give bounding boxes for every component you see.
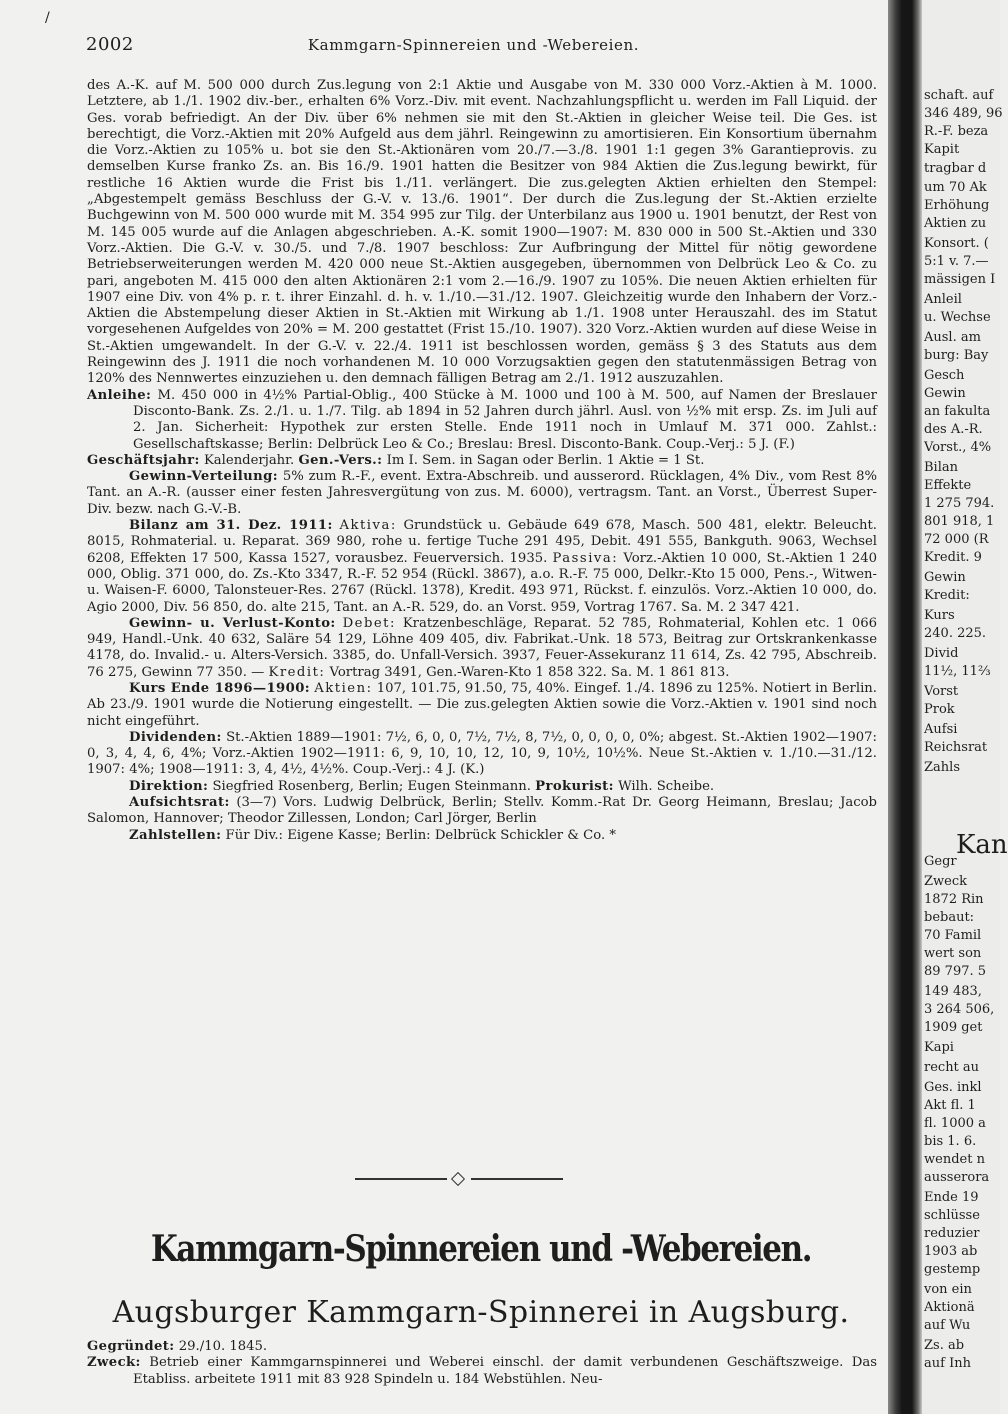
adjacent-fragment: Gesch xyxy=(924,368,965,383)
capital-history-paragraph: des A.-K. auf M. 500 000 durch Zus.legung von 2:1 Aktie und Ausgabe von M. 330 000 Vorz.-Aktien à M. 1000. Letztere, ab 1./1. 1902 div.-ber., erhalten 6% Vorz.-Div. mit event. Nachzahlungspflicht u. werden im Fall Liquid. der Ges. vorab befriedigt. An der Div. über 6% nehmen sie mit den St.-Aktien in gleicher Weise teil. Die Ges. ist berechtigt, die Vorz.-Aktien mit 20% Aufgeld aus dem jährl. Reingewinn zu amortisieren. Ein Konsortium übernahm die Vorz.-Aktien zu 105% u. bot sie den St.-Aktionären vom 20./7.—3./8. 1901 1:1 gegen 3% Garantieprovis. zu demselben Kurse franko Zs. an. Bis 16./9. 1901 hatten die Besitzer von 984 Aktien die Zus.legung bewirkt, für restliche 16 Aktien wurde die Frist bis 1./11. verlängert. Die zus.gelegten Aktien erhielten den Stempel: „Abgestempelt gemäss Beschluss der G.-V. v. 13./6. 1901“. Der durch die Zus.legung der St.-Aktien erzielte Buchgewinn von M. 500 000 wurde mit M. 354 995 zur Tilg. der Unterbilanz aus 1900 u. 1901 benutzt, der Rest von M. 145 005 wurde auf die Anlagen abgeschrieben. A.-K. somit 1900—1907: M. 830 000 in 500 St.-Aktien und 330 Vorz.-Aktien. Die G.-V. v. 30./5. und 7./8. 1907 beschloss: Zur Aufbringung der Mittel für nötig gewordene Betriebserweiterungen werden M. 420 000 neue St.-Aktien ausgegeben, übernommen von Delbrück Leo & Co. zu pari, angeboten M. 415 000 den alten Aktionären 2:1 vom 2.—16./9. 1907 zu 105%. Die neuen Aktien erhielten für 1907 eine Div. von 4% p. r. t. ihrer Einzahl. d. h. v. 1./10.—31./12. 1907. Gleichzeitig wurde den Inhabern der Vorz.-Aktien die Abstempelung dieser Aktien in St.-Aktien mit Wirkung ab 1./1. 1908 unter Herauszahl. des im Statut vorgesehenen Aufgeldes von 20% = M. 200 gestattet (Frist 15./10. 1907). 320 Vorz.-Aktien wurden auf diese Weise in St.-Aktien umgewandelt. In der G.-V. v. 22./4. 1911 ist beschlossen worden, gemäss § 3 des Statuts aus dem Reingewinn des J. 1911 die noch vorhandenen M. 10 000 Vorzugsaktien gegen den statutenmässigen Betrag von 120% des Nennwertes einzuziehen u. den demnach fälligen Betrag am 2./1. 1912 auszuzahlen. xyxy=(87,78,877,387)
adjacent-fragment: Anleil xyxy=(924,292,962,307)
kurs-entry xyxy=(87,681,877,730)
guv-entry xyxy=(87,616,877,681)
gv-label: Gen.-Vers.: xyxy=(298,452,383,468)
adjacent-fragment: 5:1 v. 7.— xyxy=(924,254,989,269)
divider-diamond-icon xyxy=(451,1172,465,1186)
adjacent-fragment: 1 275 794. xyxy=(924,496,995,511)
adjacent-fragment: 1903 ab xyxy=(924,1244,978,1259)
anleihe-text: M. 450 000 in 4½% Partial-Oblig., 400 Stücke à M. 1000 und 100 à M. 500, auf Namen der Breslauer Disconto-Bank. Zs. 2./1. u. 1./7. Tilg. ab 1894 in 52 Jahren durch jährl. Ausl. von ½% mit ersp. Zs. im Juli auf 2. Jan. Sicherheit: Hypothek zur ersten Stelle. Ende 1911 noch in Umlauf M. 371 000. Zahlst.: Gesellschaftskasse; Berlin: Delbrück Leo & Co.; Breslau: Bresl. Disconto-Bank. Coup.-Verj.: 5 J. (F.) xyxy=(133,387,877,452)
adjacent-fragment: Akt fl. 1 xyxy=(924,1098,976,1113)
bilanz-entry xyxy=(87,518,877,616)
divider-line-right xyxy=(471,1178,563,1180)
page-header xyxy=(86,34,861,60)
adjacent-fragment: um 70 Ak xyxy=(924,180,987,195)
kredit-word: Kredit: xyxy=(268,664,326,680)
aktiva-word: Aktiva: xyxy=(339,518,397,534)
guv-label: Gewinn- u. Verlust-Konto: xyxy=(129,615,336,631)
adjacent-fragment: Ende 19 xyxy=(924,1190,979,1205)
adjacent-fragment: 240. 225. xyxy=(924,626,987,641)
zweck-text: Betrieb einer Kammgarnspinnerei und Weberei einschl. der damit verbundenen Geschäftszweige. Das Etabliss. arbeitete 1911 mit 83 928 Spindeln u. 184 Webstühlen. Neu- xyxy=(133,1355,877,1387)
adjacent-fragment: wert son xyxy=(924,946,982,961)
aufsichtsrat-entry xyxy=(87,795,877,828)
dividenden-entry xyxy=(87,730,877,779)
adjacent-fragment: Prok xyxy=(924,702,955,717)
prok-text: Wilh. Scheibe. xyxy=(618,778,715,794)
zahl-label: Zahlstellen: xyxy=(129,827,222,843)
div-text: St.-Aktien 1889—1901: 7½, 6, 0, 0, 7½, 7½, 8, 7½, 0, 0, 0, 0, 0%; abgest. St.-Aktien 1902—1907: 0, 3, 4, 4, 6, 4%; Vorz.-Aktien 1902—1911: 6, 9, 10, 10, 12, 10, 9, 10½, 10½%. Neue St.-Aktien v. 1./10.—31./12. 1907: 4%; 1908—1911: 3, 4, 4½, 4½%. Coup.-Verj.: 4 J. (K.) xyxy=(87,729,877,778)
adjacent-fragment: u. Wechse xyxy=(924,310,991,325)
adjacent-fragment: Kan xyxy=(956,830,1008,860)
dir-text: Siegfried Rosenberg, Berlin; Eugen Steinmann. xyxy=(212,778,531,794)
adjacent-fragment: Kapi xyxy=(924,1040,954,1055)
debet-word: Debet: xyxy=(342,615,396,631)
gegruendet-entry xyxy=(87,1339,877,1355)
anleihe-entry xyxy=(87,388,877,453)
adjacent-fragment: Divid xyxy=(924,646,959,661)
adjacent-fragment: Aktien zu xyxy=(924,216,987,231)
adjacent-fragment: Bilan xyxy=(924,460,958,475)
section-divider xyxy=(355,1174,563,1184)
direktion-entry xyxy=(87,779,877,795)
adjacent-fragment: ausserora xyxy=(924,1170,990,1185)
kurs-label: Kurs Ende 1896—1900: xyxy=(129,680,311,696)
ar-label: Aufsichtsrat: xyxy=(129,795,230,811)
kredit-text: Vortrag 3491, Gen.-Waren-Kto 1 858 322. Sa. M. 1 861 813. xyxy=(329,664,730,680)
zahlstellen-entry xyxy=(87,828,877,844)
aktien-word: Aktien: xyxy=(314,680,373,696)
adjacent-fragment: fl. 1000 a xyxy=(924,1116,986,1131)
adjacent-fragment: R.-F. beza xyxy=(924,124,989,139)
passiva-text: Vorz.-Aktien 10 000, St.-Aktien 1 240 000, Oblig. 371 000, do. Zs.-Kto 3347, R.-F. 52 954 (Rückl. 3867), a.o. R.-F. 75 000, Delkr.-Kto 15 000, Pens.-, Witwen- u. Waisen-F. 6000, Talonsteuer-Res. 2767 (Rückl. 1378), Kredit. 493 971, Rückst. f. einzulös. Vorz.-Aktien 10 000, do. Agio 2000, Div. 56 850, do. alte 215, Tant. an A.-R. 529, do. an Vorst. 959, Vortrag 1767. Sa. M. 2 347 421. xyxy=(87,550,877,615)
zweck-label: Zweck: xyxy=(87,1355,141,1371)
adjacent-fragment: Gewin xyxy=(924,386,966,401)
adjacent-fragment: 70 Famil xyxy=(924,928,982,943)
div-label: Dividenden: xyxy=(129,729,222,745)
adjacent-fragment: Aufsi xyxy=(924,722,958,737)
adjacent-fragment: 149 483, xyxy=(924,984,982,999)
gv-text: Im I. Sem. in Sagan oder Berlin. 1 Aktie = 1 St. xyxy=(386,452,705,468)
gegr-text: 29./10. 1845. xyxy=(178,1339,268,1354)
passiva-word: Passiva: xyxy=(552,550,619,566)
adjacent-fragment: wendet n xyxy=(924,1152,985,1167)
adjacent-fragment: Kapit xyxy=(924,142,960,157)
adjacent-fragment: Vorst xyxy=(924,684,959,699)
corner-mark: / xyxy=(45,10,50,26)
adjacent-fragment: Zweck xyxy=(924,874,968,889)
page-number: 2002 xyxy=(86,34,134,55)
ar-text: (3—7) Vors. Ludwig Delbrück, Berlin; Stellv. Komm.-Rat Dr. Georg Heimann, Breslau; Jacob Salomon, Hannover; Theodor Zillessen, London; Carl Jörger, Berlin xyxy=(87,795,877,827)
adjacent-fragment: gestemp xyxy=(924,1262,981,1277)
adjacent-fragment: Kredit: xyxy=(924,588,970,603)
gewinn-verteilung-entry xyxy=(87,469,877,518)
adjacent-fragment: Kredit. 9 xyxy=(924,550,982,565)
gegr-label: Gegründet: xyxy=(87,1339,175,1354)
adjacent-fragment: von ein xyxy=(924,1282,972,1297)
gewv-text: 5% zum R.-F., event. Extra-Abschreib. und ausserord. Rücklagen, 4% Div., vom Rest 8% Tant. an A.-R. (ausser einer festen Jahresvergütung von zus. M. 6000), vertragsm. Tant. an Vorst., Überrest Super-Div. bezw. nach G.-V.-B. xyxy=(87,469,877,517)
adjacent-fragment: 72 000 (R xyxy=(924,532,989,547)
adjacent-fragment: schlüsse xyxy=(924,1208,980,1223)
debet-text: Kratzenbeschläge, Reparat. 52 785, Rohmaterial, Kohlen etc. 1 066 949, Handl.-Unk. 40 632, Saläre 54 129, Löhne 409 405, div. Fabrikat.-Unk. 18 573, Beitrag zur Ortskrankenkasse 4178, do. Invalid.- u. Alters-Versich. 3385, do. Unfall-Versich. 3937, Feuer-Assekuranz 11 614, Zs. 42 795, Abschreib. 76 275, Gewinn 77 350. — xyxy=(87,615,877,680)
zweck-entry xyxy=(87,1355,877,1388)
adjacent-fragment: 801 918, 1 xyxy=(924,514,995,529)
bilanz-label: Bilanz am 31. Dez. 1911: xyxy=(129,518,333,534)
prok-label: Prokurist: xyxy=(535,778,614,794)
adjacent-fragment: Zahls xyxy=(924,760,960,775)
adjacent-fragment: Kurs xyxy=(924,608,955,623)
adjacent-fragment: 11½, 11⅔ xyxy=(924,664,991,679)
adjacent-fragment: auf Wu xyxy=(924,1318,971,1333)
adjacent-fragment: Zs. ab xyxy=(924,1338,965,1353)
gj-label: Geschäftsjahr: xyxy=(87,452,200,468)
adjacent-fragment: Effekte xyxy=(924,478,972,493)
section-heading: Kammgarn-Spinnereien und -Webereien. xyxy=(150,1228,812,1271)
aktiva-text: Grundstück u. Gebäude 649 678, Masch. 500 481, elektr. Beleucht. 8015, Rohmaterial. u. Reparat. 369 980, rohe u. fertige Tuche 291 495, Debit. 491 555, Bankguth. 9063, Wechsel 6208, Effekten 17 500, Kassa 1527, vorausbez. Feuerversich. 1935. xyxy=(87,518,877,566)
adjacent-fragment: mässigen I xyxy=(924,272,996,287)
adjacent-fragment: an fakulta xyxy=(924,404,991,419)
dir-label: Direktion: xyxy=(129,778,209,794)
kurs-text: 107, 101.75, 91.50, 75, 40%. Eingef. 1./4. 1896 zu 125%. Notiert in Berlin. Ab 23./9. 1901 wurde die Notierung eingestellt. — Die zus.gelegten Aktien sowie die Vorz.-Aktien v. 1901 sind noch nicht eingeführt. xyxy=(87,680,877,729)
adjacent-fragment: Konsort. ( xyxy=(924,236,989,251)
adjacent-fragment: Ges. inkl xyxy=(924,1080,982,1095)
running-title: Kammgarn-Spinnereien und -Webereien. xyxy=(307,36,640,54)
company-entry xyxy=(87,1339,877,1388)
adjacent-fragment: burg: Bay xyxy=(924,348,989,363)
gj-text: Kalenderjahr. xyxy=(203,452,295,468)
adjacent-fragment: bebaut: xyxy=(924,910,975,925)
adjacent-fragment: 1909 get xyxy=(924,1020,983,1035)
adjacent-fragment: Gewin xyxy=(924,570,966,585)
main-text xyxy=(87,78,877,844)
adjacent-page-strip xyxy=(922,0,1008,1414)
divider-line-left xyxy=(355,1178,447,1180)
adjacent-fragment: 1872 Rin xyxy=(924,892,984,907)
gewv-label: Gewinn-Verteilung: xyxy=(129,469,279,485)
adjacent-fragment: tragbar d xyxy=(924,161,987,176)
adjacent-fragment: Reichsrat xyxy=(924,740,988,755)
adjacent-fragment: 89 797. 5 xyxy=(924,964,987,979)
adjacent-fragment: recht au xyxy=(924,1060,980,1075)
book-gutter xyxy=(888,0,922,1414)
adjacent-fragment: Ausl. am xyxy=(924,330,981,345)
adjacent-fragment: Erhöhung xyxy=(924,198,990,213)
zahl-text: Für Div.: Eigene Kasse; Berlin: Delbrück Schickler & Co. * xyxy=(225,827,616,843)
gj-gv-entry xyxy=(87,453,877,469)
adjacent-fragment: bis 1. 6. xyxy=(924,1134,977,1149)
adjacent-fragment: Vorst., 4% xyxy=(924,440,992,455)
anleihe-label: Anleihe: xyxy=(87,387,152,403)
adjacent-fragment: Gegr xyxy=(924,854,957,869)
adjacent-fragment: Aktionä xyxy=(924,1300,975,1315)
adjacent-fragment: schaft. auf xyxy=(924,88,994,103)
adjacent-fragment: auf Inh xyxy=(924,1356,971,1371)
company-title: Augsburger Kammgarn-Spinnerei in Augsburg. xyxy=(112,1295,850,1330)
adjacent-fragment: des A.-R. xyxy=(924,422,983,437)
adjacent-fragment: 3 264 506, xyxy=(924,1002,995,1017)
adjacent-fragment: 346 489, 96 xyxy=(924,106,1003,121)
adjacent-fragment: reduzier xyxy=(924,1226,980,1241)
